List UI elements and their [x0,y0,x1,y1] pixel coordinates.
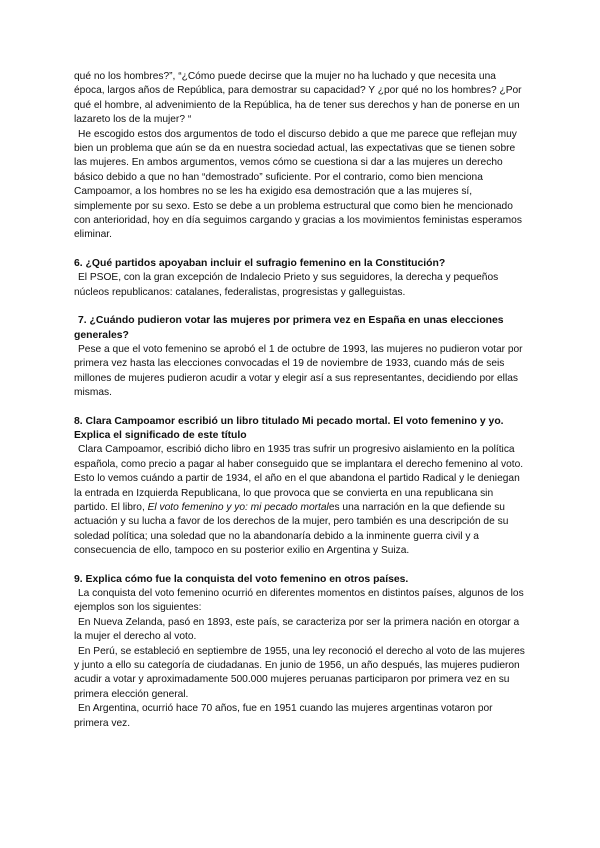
question-9-heading: 9. Explica cómo fue la conquista del voto femenino en otros países. [74,573,409,585]
intro-reflection-paragraph: He escogido estos dos argumentos de todo el discurso debido a que me parece que reflejan muy bien un problema que aún se da en nuestra sociedad actual, las expectativas que se tienen sobre las mujeres. En ambos argumentos, vemos cómo se cuestiona si dar a las mujeres un derecho básico debido a que no han “demostrado” suficiente. Por el contrario, como bien menciona Campoamor, a los hombres no se les ha exigido esa demostración que a las mujeres sí, simplemente por su sexo. Esto se debe a un problema estructural que como bien he mencionado con anterioridad, hoy en día seguimos cargando y gracias a los movimientos feministas esperamos eliminar. [74,128,522,241]
document-page [74,70,526,731]
question-6-heading: 6. ¿Qué partidos apoyaban incluir el sufragio femenino en la Constitución? [74,257,446,269]
answer-8-paragraph [74,443,526,558]
answer-8-part2: es una narración en la que defiende su actuación y su lucha a favor de los derechos de la mujer, pero también es una descripción de su soledad política; una soledad que no la abandonaría debido a la inminente guerra civil y a consecuencia de ello, tampoco en su posterior exilio en Argentina y Suiza. [74,501,509,557]
answer-8-part1: Clara Campoamor, escribió dicho libro en 1935 tras sufrir un progresivo aislamiento en la política española, como precio a pagar al haber conseguido que se implantara el derecho femenino al voto. Esto lo vemos cuándo a partir de 1934, el año en el que abandona el partido Radical y le deniegan la entrada en Izquierda Republicana, lo que provoca que se convierta en una republicana sin partido. El libro, [74,444,524,513]
answer-7-paragraph: Pese a que el voto femenino se aprobó el 1 de octubre de 1993, las mujeres no pudieron votar por primera vez hasta las elecciones convocadas el 19 de noviembre de 1933, cuando más de seis millones de mujeres pudieron acudir a votar y elegir así a sus representantes, decidiendo por ellas mismas. [74,343,523,399]
answer-9-peru: En Perú, se estableció en septiembre de 1955, una ley reconoció el derecho al voto de las mujeres y junto a ello su categoría de ciudadanas. En junio de 1956, un año después, las mujeres pudieron acudir a votar y aproximadamente 500.000 mujeres peruanas participaron por primera vez en su primera elección general. [74,645,525,700]
answer-9-argentina: En Argentina, ocurrió hace 70 años, fue en 1951 cuando las mujeres argentinas votaron por primera vez. [74,703,493,729]
answer-9-intro: La conquista del voto femenino ocurrió en diferentes momentos en distintos países, algunos de los ejemplos son los siguientes: [74,588,524,614]
book-title: El voto femenino y yo: mi pecado mortal [147,501,329,513]
question-7-heading: 7. ¿Cuándo pudieron votar las mujeres por primera vez en España en unas elecciones generales? [74,315,504,341]
answer-9-new-zealand: En Nueva Zelanda, pasó en 1893, este país, se caracteriza por ser la primera nación en otorgar a la mujer el derecho al voto. [74,616,520,643]
intro-continued-paragraph: qué no los hombres?”, “¿Cómo puede decirse que la mujer no ha luchado y que necesita una época, largos años de República, para demostrar su capacidad? Y ¿por qué no los hombres? ¿Por qué el hombre, al advenimiento de la República, ha de tener sus derechos y han de ponerse en un lazareto los de la mujer? “ [74,71,522,126]
question-8-heading: 8. Clara Campoamor escribió un libro titulado Mi pecado mortal. El voto femenino y yo. Explica el significado de este título [74,415,504,441]
answer-6-paragraph: El PSOE, con la gran excepción de Indalecio Prieto y sus seguidores, la derecha y pequeños núcleos republicanos: catalanes, federalistas, progresistas y galleguistas. [74,272,499,298]
